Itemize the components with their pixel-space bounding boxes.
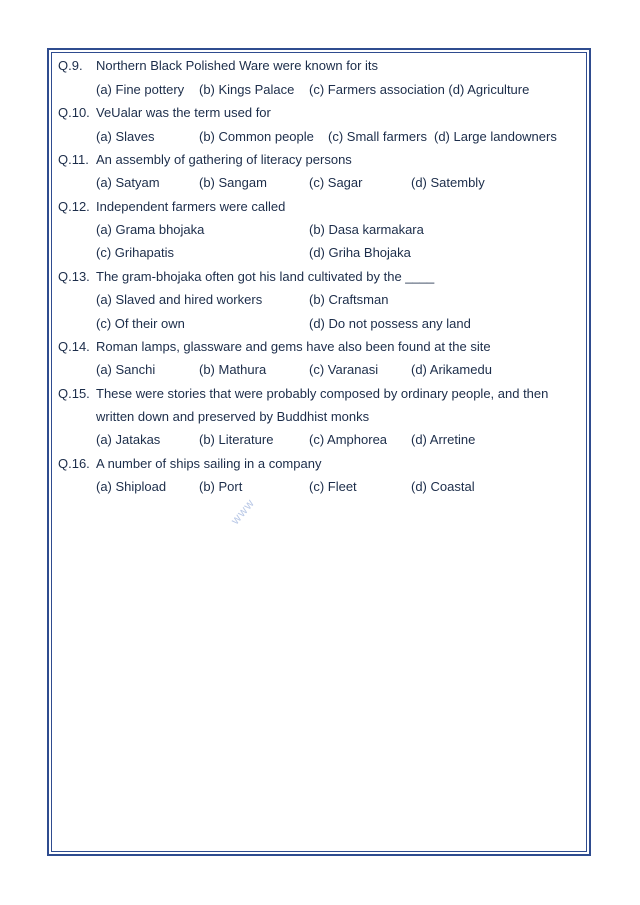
option-c: (c) Small farmers: [328, 129, 427, 144]
option-c: (c) Amphorea: [309, 432, 388, 447]
question-number: Q.11.: [58, 152, 89, 167]
question-number: Q.9.: [58, 58, 83, 73]
option-b: (b) Kings Palace: [199, 82, 295, 97]
option-c: (c) Grihapatis: [96, 245, 175, 260]
question-text: A number of ships sailing in a company: [96, 456, 322, 471]
option-c-d: (c) Farmers association (d) Agriculture: [309, 82, 530, 97]
question-text: Roman lamps, glassware and gems have also been found at the site: [96, 339, 491, 354]
watermark-text: www: [228, 495, 258, 527]
option-a: (a) Satyam: [96, 175, 160, 190]
question-number: Q.16.: [58, 456, 90, 471]
question-text: The gram-bhojaka often got his land cultivated by the ____: [96, 269, 435, 284]
option-d: (d) Do not possess any land: [309, 316, 471, 331]
option-b: (b) Common people: [199, 129, 314, 144]
option-b: (b) Dasa karmakara: [309, 222, 424, 237]
question-text: Independent farmers were called: [96, 199, 286, 214]
option-a: (a) Shipload: [96, 479, 167, 494]
option-b: (b) Literature: [199, 432, 274, 447]
question-text: An assembly of gathering of literacy persons: [96, 152, 352, 167]
option-d: (d) Coastal: [411, 479, 475, 494]
option-b: (b) Port: [199, 479, 243, 494]
option-d: (d) Arikamedu: [411, 362, 492, 377]
option-b: (b) Sangam: [199, 175, 267, 190]
option-c: (c) Sagar: [309, 175, 363, 190]
option-a: (a) Fine pottery: [96, 82, 185, 97]
question-text: VeUalar was the term used for: [96, 105, 271, 120]
question-text: Northern Black Polished Ware were known for its: [96, 58, 379, 73]
option-d: (d) Satembly: [411, 175, 485, 190]
question-number: Q.15.: [58, 386, 90, 401]
option-a: (a) Sanchi: [96, 362, 156, 377]
option-b: (b) Craftsman: [309, 292, 389, 307]
question-text-continued: written down and preserved by Buddhist monks: [96, 409, 370, 424]
option-a: (a) Slaved and hired workers: [96, 292, 263, 307]
option-a: (a) Jatakas: [96, 432, 161, 447]
question-number: Q.10.: [58, 105, 90, 120]
question-number: Q.14.: [58, 339, 90, 354]
option-d: (d) Griha Bhojaka: [309, 245, 411, 260]
option-d: (d) Arretine: [411, 432, 476, 447]
question-text: These were stories that were probably composed by ordinary people, and then: [96, 386, 549, 401]
option-c: (c) Of their own: [96, 316, 185, 331]
option-a: (a) Grama bhojaka: [96, 222, 205, 237]
option-d: (d) Large landowners: [434, 129, 557, 144]
question-number: Q.12.: [58, 199, 90, 214]
option-c: (c) Varanasi: [309, 362, 379, 377]
option-a: (a) Slaves: [96, 129, 155, 144]
option-b: (b) Mathura: [199, 362, 267, 377]
option-c: (c) Fleet: [309, 479, 357, 494]
question-number: Q.13.: [58, 269, 90, 284]
